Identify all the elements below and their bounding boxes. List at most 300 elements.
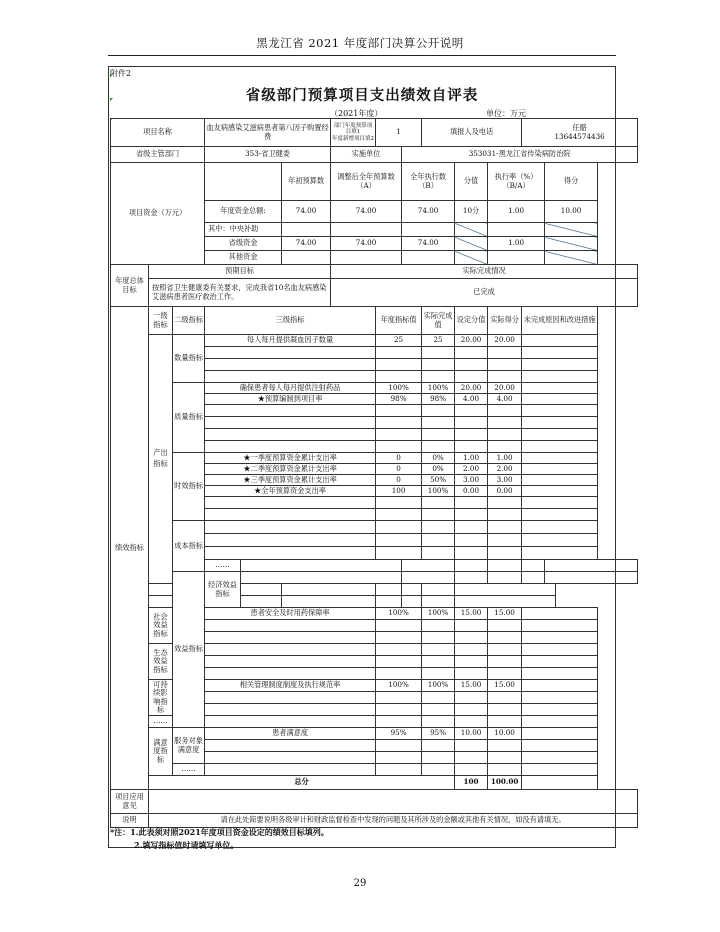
table-cell (422, 644, 455, 656)
perf-col-header: 设定分值 (455, 307, 488, 335)
indicator-target: 25 (376, 335, 422, 347)
funds-header-row (111, 163, 638, 201)
indicator-actual: 95% (422, 728, 455, 740)
table-cell (422, 347, 455, 359)
table-cell (422, 497, 455, 509)
indicator-target: 100% (376, 608, 422, 620)
table-cell (402, 572, 455, 584)
table-cell (522, 497, 598, 509)
table-cell (488, 417, 522, 429)
table-cell (522, 764, 598, 776)
table-cell (205, 547, 376, 560)
ecological-label: 生态效益指标 (149, 644, 173, 680)
indicator-actual: 100% (422, 486, 455, 497)
perf-col-header: 实际得分 (488, 307, 522, 335)
table-cell (422, 417, 455, 429)
table-cell (522, 656, 598, 668)
table-cell (488, 740, 522, 752)
table-cell (205, 692, 376, 704)
diagonal-cell (545, 251, 598, 265)
table-cell (376, 521, 422, 534)
funds-score: 10.00 (545, 201, 598, 223)
indicator-score: 3.00 (488, 475, 522, 486)
table-cell (422, 716, 455, 728)
table-cell (422, 359, 455, 371)
table-cell (522, 644, 598, 656)
indicator-weight: 4.00 (455, 394, 488, 405)
perf-row (111, 728, 638, 740)
table-cell (522, 335, 598, 347)
table-cell (455, 441, 488, 453)
table-cell (376, 441, 422, 453)
table-cell (488, 441, 522, 453)
funds-rate: 1.00 (488, 201, 545, 223)
perf-row (111, 383, 638, 394)
table-cell (522, 475, 598, 486)
indicator-weight: 3.00 (455, 475, 488, 486)
ellipsis-label: …… (173, 764, 205, 776)
table-cell (488, 347, 522, 359)
table-cell (455, 547, 488, 560)
table-cell (455, 429, 488, 441)
table-cell (205, 371, 376, 383)
cell-marker-icon (110, 74, 113, 77)
output-label: 产出指标 (149, 335, 173, 584)
table-cell (455, 584, 556, 596)
table-cell (455, 417, 488, 429)
indicator-name: 每人每月提供凝血因子数量 (205, 335, 376, 347)
diagonal-cell (455, 223, 488, 237)
table-cell (205, 163, 282, 201)
table-cell (522, 347, 598, 359)
indicator-name: ★二季度预算资金累计支出率 (205, 464, 376, 475)
funds-executed: 74.00 (402, 237, 455, 251)
table-cell (522, 680, 598, 692)
table-cell (422, 692, 455, 704)
perf-row (111, 521, 638, 534)
footnotes (110, 826, 329, 852)
dept: 353-省卫健委 (205, 147, 331, 163)
funds-row-name: 其中：中央补助 (205, 223, 282, 237)
table-cell (522, 572, 545, 584)
perf-row (111, 584, 638, 596)
indicator-score: 20.00 (488, 335, 522, 347)
table-cell (205, 441, 376, 453)
perf-col-header: 实际完成值 (422, 307, 455, 335)
table-cell (522, 632, 598, 644)
indicator-score: 2.00 (488, 464, 522, 475)
table-cell (376, 644, 422, 656)
table-cell (376, 534, 422, 547)
table-cell (422, 547, 455, 560)
table-cell (376, 417, 422, 429)
table-cell (545, 572, 638, 584)
table-cell (422, 764, 455, 776)
opinion-row (111, 790, 638, 814)
funds-header: 全年执行数（B） (402, 163, 455, 201)
table-cell (522, 453, 598, 464)
opinion-value (149, 790, 638, 814)
funds-rate: 1.00 (488, 237, 545, 251)
funds-initial (282, 223, 331, 237)
indicator-weight: 1.00 (455, 453, 488, 464)
goals-label: 年度总体目标 (111, 265, 149, 307)
table-cell (376, 584, 402, 596)
table-cell (455, 764, 488, 776)
page-header: 黑龙江省 2021 年度部门决算公开说明 (256, 36, 464, 50)
ellipsis-label: …… (149, 716, 173, 728)
table-cell (205, 347, 376, 359)
indicator-weight: 20.00 (455, 335, 488, 347)
table-cell (422, 509, 455, 521)
table-cell (422, 521, 455, 534)
table-cell (376, 359, 422, 371)
indicator-score: 15.00 (488, 680, 522, 692)
indicator-target: 98% (376, 394, 422, 405)
table-cell (488, 572, 522, 584)
table-cell (488, 560, 522, 572)
table-cell (241, 560, 402, 572)
table-cell (455, 534, 488, 547)
table-cell (376, 347, 422, 359)
table-cell (422, 752, 455, 764)
total-label: 总分 (149, 776, 455, 790)
indicator-score: 1.00 (488, 453, 522, 464)
indicator-name: 确保患者每人每月提供注射药品 (205, 383, 376, 394)
table-cell (455, 521, 488, 534)
indicator-actual: 25 (422, 335, 455, 347)
indicator-actual: 50% (422, 475, 455, 486)
cost-label: 成本指标 (173, 521, 205, 572)
table-cell (205, 509, 376, 521)
table-cell (455, 656, 488, 668)
table-cell (205, 644, 376, 656)
goals-expected-label: 预期目标 (149, 265, 331, 279)
table-cell (422, 740, 455, 752)
table-cell (205, 405, 376, 417)
code-label: 部门年度预算项目填1 年度新增项目填2 (331, 119, 376, 147)
goals-actual-label: 实际完成情况 (331, 265, 638, 279)
table-cell (422, 429, 455, 441)
table-cell (522, 716, 598, 728)
table-cell (488, 509, 522, 521)
table-cell (488, 371, 522, 383)
table-cell (376, 656, 422, 668)
table-cell (522, 668, 598, 680)
table-cell (522, 464, 598, 475)
funds-header: 分值 (455, 163, 488, 201)
diagonal-cell (545, 223, 598, 237)
table-cell (522, 521, 598, 534)
table-cell (488, 692, 522, 704)
table-cell (422, 632, 455, 644)
performance-table (110, 118, 638, 828)
table-cell (522, 560, 545, 572)
table-cell (522, 405, 598, 417)
table-cell (376, 704, 422, 716)
total-row (111, 776, 638, 790)
indicator-name: 患者满意度 (205, 728, 376, 740)
perf-row (111, 453, 638, 464)
table-cell (282, 596, 376, 608)
table-cell (376, 752, 422, 764)
funds-row-name: 省级资金 (205, 237, 282, 251)
table-cell (376, 371, 422, 383)
table-cell (522, 383, 598, 394)
table-cell (422, 584, 455, 596)
table-cell (522, 394, 598, 405)
table-cell (522, 534, 598, 547)
quantity-label: 数量指标 (173, 335, 205, 383)
form-title: 省级部门预算项目支出绩效自评表 (245, 87, 479, 104)
indicator-actual: 100% (422, 680, 455, 692)
total-score: 100.00 (488, 776, 522, 790)
perf-col-header: 一级指标 (149, 307, 173, 335)
table-cell (522, 417, 598, 429)
funds-executed: 74.00 (402, 201, 455, 223)
table-cell (376, 716, 422, 728)
funds-adjusted (331, 251, 402, 265)
table-cell (376, 620, 422, 632)
funds-header: 年初预算数 (282, 163, 331, 201)
indicator-target: 0 (376, 475, 422, 486)
indicator-score: 4.00 (488, 394, 522, 405)
code-value: 1 (376, 119, 422, 147)
perf-header-row (111, 307, 638, 335)
table-cell (488, 405, 522, 417)
table-cell (522, 704, 598, 716)
impl: 353031-黑龙江省传染病防治院 (402, 147, 638, 163)
table-cell (422, 405, 455, 417)
impl-label: 实施单位 (331, 147, 402, 163)
indicator-target: 100 (376, 486, 422, 497)
table-cell (488, 716, 522, 728)
indicator-weight: 10.00 (455, 728, 488, 740)
table-cell (376, 692, 422, 704)
table-cell (488, 632, 522, 644)
table-cell (422, 656, 455, 668)
table-cell (522, 429, 598, 441)
indicator-score: 10.00 (488, 728, 522, 740)
cell-marker-icon (110, 98, 113, 101)
funds-row-name: 其他资金 (205, 251, 282, 265)
table-cell (455, 497, 488, 509)
funds-rate (488, 223, 545, 237)
indicator-name: ★全年预算资金支出率 (205, 486, 376, 497)
satisfaction-label: 满意度指标 (149, 728, 173, 776)
table-cell (455, 752, 488, 764)
table-cell (205, 497, 376, 509)
perf-col-header: 未完成原因和改进措施 (522, 307, 598, 335)
table-cell (376, 764, 422, 776)
dept-row (111, 147, 638, 163)
table-cell (205, 764, 376, 776)
table-cell (455, 560, 488, 572)
indicator-weight: 15.00 (455, 608, 488, 620)
table-cell (205, 632, 376, 644)
dept-label: 省级主管部门 (111, 147, 205, 163)
perf-col-header: 年度指标值 (376, 307, 422, 335)
table-cell (402, 584, 422, 596)
funds-adjusted: 74.00 (331, 237, 402, 251)
contact-label: 填报人及电话 (422, 119, 522, 147)
table-cell (422, 668, 455, 680)
indicator-weight: 15.00 (455, 680, 488, 692)
indicator-score: 20.00 (488, 383, 522, 394)
table-cell (488, 644, 522, 656)
funds-weight: 10分 (455, 201, 488, 223)
perf-row (111, 572, 638, 584)
indicator-score: 15.00 (488, 608, 522, 620)
table-cell (422, 441, 455, 453)
table-cell (488, 620, 522, 632)
table-cell (376, 405, 422, 417)
table-cell (422, 620, 455, 632)
table-cell (376, 547, 422, 560)
table-cell (205, 740, 376, 752)
sustainable-label: 可持续影响指标 (149, 680, 173, 716)
table-cell (205, 429, 376, 441)
indicator-weight: 20.00 (455, 383, 488, 394)
table-cell (422, 371, 455, 383)
indicator-weight: 0.00 (455, 486, 488, 497)
economic-label: 经济效益指标 (205, 572, 241, 608)
table-cell (422, 534, 455, 547)
indicator-weight: 2.00 (455, 464, 488, 475)
timeliness-label: 时效指标 (173, 453, 205, 521)
project-name-label: 项目名称 (111, 119, 205, 147)
table-cell (488, 668, 522, 680)
table-cell (205, 359, 376, 371)
indicator-target: 100% (376, 680, 422, 692)
table-cell (455, 716, 488, 728)
table-cell (488, 547, 522, 560)
table-cell (376, 596, 402, 608)
table-cell (455, 572, 488, 584)
indicator-actual: 100% (422, 383, 455, 394)
table-cell (488, 497, 522, 509)
table-cell (488, 521, 522, 534)
table-cell (205, 417, 376, 429)
table-cell (376, 632, 422, 644)
indicator-target: 95% (376, 728, 422, 740)
table-cell (455, 704, 488, 716)
indicator-name: 相关管理制度制度及执行规范率 (205, 680, 376, 692)
table-cell (455, 596, 556, 608)
table-cell (522, 776, 598, 790)
funds-label: 项目资金（万元） (111, 163, 205, 265)
indicator-name: ★预算编制到项目率 (205, 394, 376, 405)
project-name: 血友病感染艾滋病患者第八因子购置经费 (205, 119, 331, 147)
total-weight: 100 (455, 776, 488, 790)
funds-adjusted (331, 223, 402, 237)
table-cell (522, 608, 598, 620)
perf-row (111, 596, 638, 608)
table-cell (522, 441, 598, 453)
indicator-target: 100% (376, 383, 422, 394)
diagonal-cell (545, 237, 598, 251)
table-cell (376, 740, 422, 752)
footnote: 2.填写指标值时请填写单位。 (134, 840, 239, 850)
table-cell (488, 704, 522, 716)
table-cell (522, 486, 598, 497)
table-cell (455, 347, 488, 359)
indicator-name: ★三季度预算资金累计支出率 (205, 475, 376, 486)
table-cell (205, 668, 376, 680)
funds-initial (282, 251, 331, 265)
table-cell (488, 534, 522, 547)
funds-executed (402, 251, 455, 265)
table-cell (205, 534, 376, 547)
table-cell (522, 620, 598, 632)
table-cell (205, 752, 376, 764)
table-cell (282, 584, 376, 596)
table-cell (422, 596, 455, 608)
indicator-target: 0 (376, 464, 422, 475)
footnote: *注：1.此表须对照2021年度项目资金设定的绩效目标填列。 (110, 827, 329, 837)
table-cell (455, 632, 488, 644)
indicator-target: 0 (376, 453, 422, 464)
perf-row (111, 764, 638, 776)
table-cell (205, 521, 376, 534)
table-cell (488, 764, 522, 776)
indicator-actual: 100% (422, 608, 455, 620)
table-cell (455, 359, 488, 371)
form-unit: 单位：万元 (486, 109, 526, 118)
table-cell (522, 728, 598, 740)
ellipsis-label: …… (205, 560, 241, 572)
table-cell (455, 692, 488, 704)
header-rule (108, 55, 616, 56)
indicator-score: 0.00 (488, 486, 522, 497)
explain-text: 请在此处简要说明各级审计和财政监督检查中发现的问题及其所涉及的金额或其他有关情况，如没有请填无。 (149, 814, 638, 828)
perf-col-header: 三级指标 (205, 307, 376, 335)
table-cell (241, 572, 402, 584)
table-cell (455, 405, 488, 417)
perf-row (111, 335, 638, 347)
table-cell (488, 359, 522, 371)
table-cell (455, 509, 488, 521)
explain-label: 说明 (111, 814, 149, 828)
table-cell (522, 359, 598, 371)
diagonal-cell (455, 251, 488, 265)
opinion-label: 项目应用意见 (111, 790, 149, 814)
table-cell (522, 752, 598, 764)
goals-content-row (111, 279, 638, 307)
funds-initial: 74.00 (282, 237, 331, 251)
goals-actual: 已完成 (331, 279, 638, 307)
table-cell (376, 509, 422, 521)
table-cell (522, 547, 598, 560)
table-cell (205, 716, 376, 728)
table-cell (488, 656, 522, 668)
indicator-actual: 0% (422, 453, 455, 464)
funds-initial: 74.00 (282, 201, 331, 223)
table-cell (455, 668, 488, 680)
funds-header: 调整后全年预算数（A） (331, 163, 402, 201)
perf-col-header: 二级指标 (173, 307, 205, 335)
funds-row-name: 年度资金总额: (205, 201, 282, 223)
benefit-label: 效益指标 (173, 572, 205, 728)
indicator-actual: 0% (422, 464, 455, 475)
goals-expected: 按照省卫生健康委有关要求，完成我省10名血友病感染艾滋病患者医疗救治工作。 (149, 279, 331, 307)
form-year: （2021年度） (330, 109, 383, 118)
indicator-name: 患者安全及时用药保障率 (205, 608, 376, 620)
table-cell (455, 620, 488, 632)
table-cell (205, 704, 376, 716)
diagonal-cell (455, 237, 488, 251)
table-cell (455, 644, 488, 656)
